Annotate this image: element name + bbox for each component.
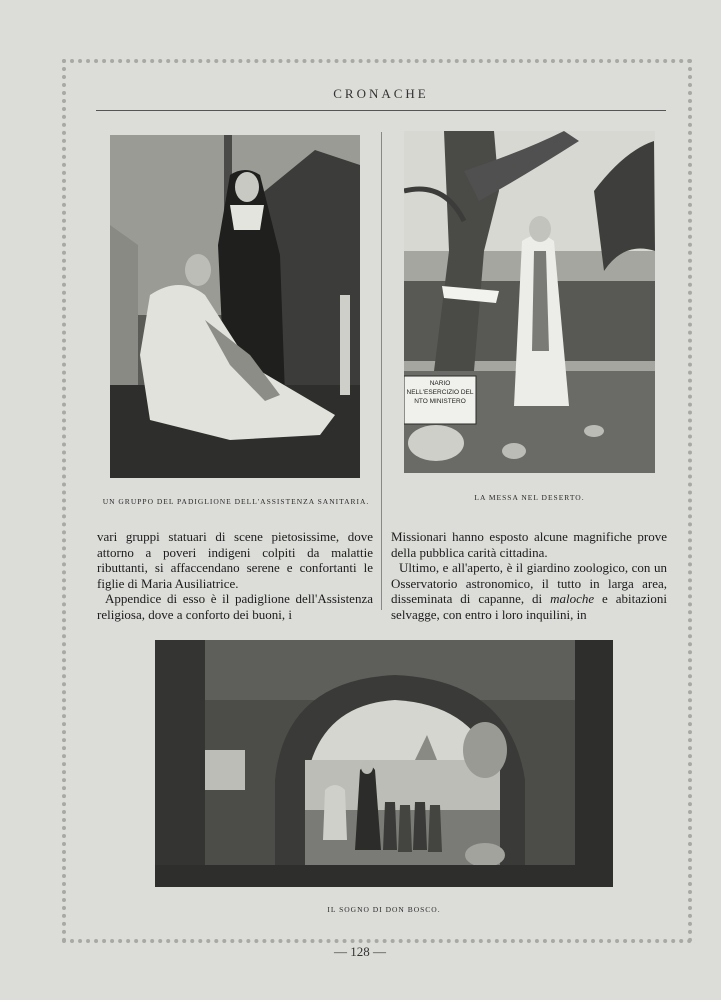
caption-top-left: UN GRUPPO DEL PADIGLIONE DELL'ASSISTENZA SANITARIA. (102, 497, 370, 506)
paragraph (391, 560, 667, 622)
text-column-left (97, 529, 373, 623)
text-run-italic: maloche (550, 591, 595, 607)
paragraph: Missionari hanno esposto alcune magnifiche prove della pubblica carità cittadina. (391, 529, 667, 560)
page-number: — 128 — (334, 944, 386, 959)
paragraph: Appendice di esso è il padiglione dell'Assistenza religiosa, dove a conforto dei buoni, i (97, 591, 373, 622)
photo-illustration (110, 135, 360, 478)
photo-illustration (155, 640, 613, 887)
running-head: CRONACHE (333, 86, 429, 101)
caption-bottom: IL SOGNO DI DON BOSCO. (327, 905, 441, 914)
text-run: e abitazioni selvagge, con entro i loro inquilini, in (391, 591, 667, 622)
photo-assistenza-sanitaria (110, 135, 360, 478)
photo-sogno-don-bosco (155, 640, 613, 887)
photo-messa-nel-deserto (404, 131, 655, 473)
header-rule (96, 110, 666, 111)
caption-top-right: LA MESSA NEL DESERTO. (474, 493, 585, 502)
paragraph: vari gruppi statuari di scene pietosissime, dove attorno a poveri indigeni colpiti da malattie ributtanti, si affaccendano serene e confortanti le figlie di Maria Ausiliatrice. (97, 529, 373, 591)
column-divider (381, 132, 382, 610)
text-run: Ultimo, e all'aperto, è il giardino zoologico, con un Osservatorio astronomico, il tutto in larga area, disseminata di capanne, di (391, 560, 667, 607)
text-column-right (391, 529, 667, 623)
photo-illustration (404, 131, 655, 473)
sign-text: NARIO NELL'ESERCIZIO DEL NTO MINISTERO (406, 380, 474, 405)
